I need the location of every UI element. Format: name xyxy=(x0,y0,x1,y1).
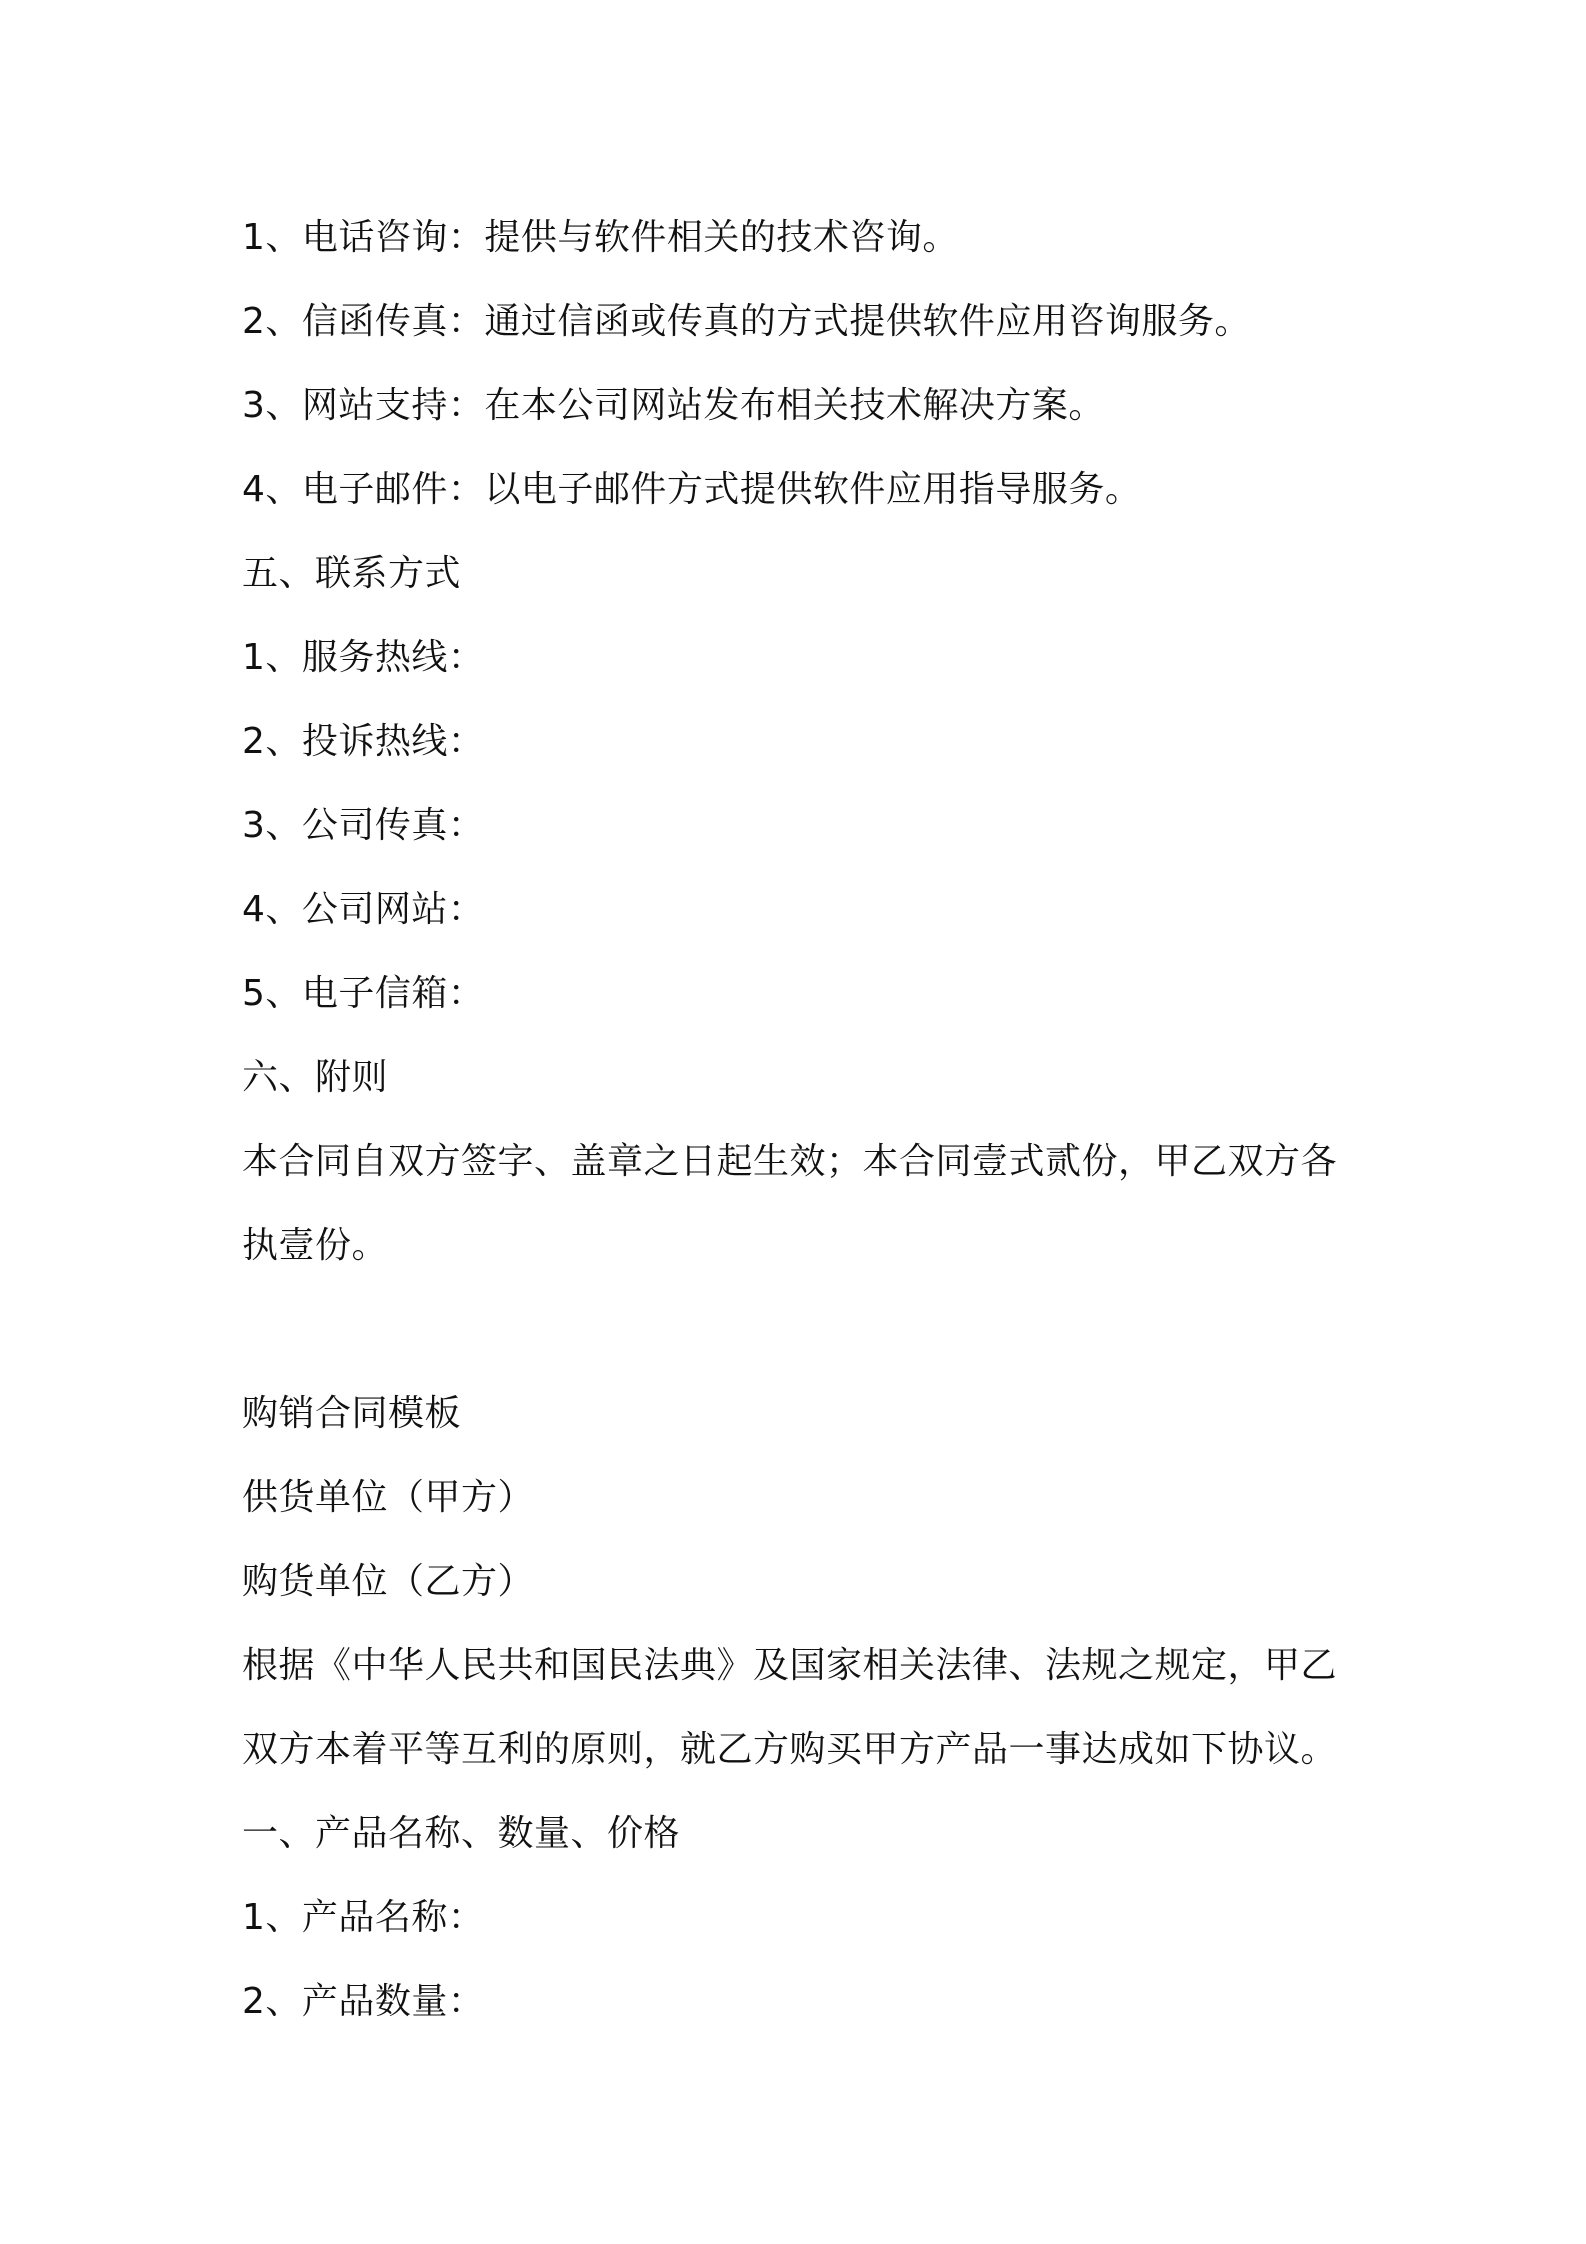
party-b-label: 购货单位（乙方） xyxy=(242,1561,535,1602)
section-spacer xyxy=(242,1288,1362,1372)
purchase-contract-title: 购销合同模板 xyxy=(242,1393,462,1434)
appendix-heading: 六、附则 xyxy=(242,1057,389,1098)
section1-heading: 一、产品名称、数量、价格 xyxy=(242,1813,681,1854)
section1-item-product-name: 1、产品名称： xyxy=(242,1897,485,1938)
support-item-email: 4、电子邮件：以电子邮件方式提供软件应用指导服务。 xyxy=(242,469,1142,510)
document-body xyxy=(242,196,1362,2044)
support-item-fax: 2、信函传真：通过信函或传真的方式提供软件应用咨询服务。 xyxy=(242,301,1251,342)
section1-item-product-quantity: 2、产品数量： xyxy=(242,1981,485,2022)
support-item-phone: 1、电话咨询：提供与软件相关的技术咨询。 xyxy=(242,217,959,258)
contact-item-email: 5、电子信箱： xyxy=(242,973,485,1014)
contact-heading: 五、联系方式 xyxy=(242,553,462,594)
contact-item-service-hotline: 1、服务热线： xyxy=(242,637,485,678)
appendix-paragraph-line-2: 执壹份。 xyxy=(242,1225,389,1266)
preamble-line-1: 根据《中华人民共和国民法典》及国家相关法律、法规之规定，甲乙 xyxy=(242,1645,1338,1686)
party-a-label: 供货单位（甲方） xyxy=(242,1477,535,1518)
contact-item-company-website: 4、公司网站： xyxy=(242,889,485,930)
support-item-website: 3、网站支持：在本公司网站发布相关技术解决方案。 xyxy=(242,385,1105,426)
contact-item-complaint-hotline: 2、投诉热线： xyxy=(242,721,485,762)
preamble-line-2: 双方本着平等互利的原则，就乙方购买甲方产品一事达成如下协议。 xyxy=(242,1729,1338,1770)
appendix-paragraph-line-1: 本合同自双方签字、盖章之日起生效；本合同壹式贰份，甲乙双方各 xyxy=(242,1141,1338,1182)
contact-item-company-fax: 3、公司传真： xyxy=(242,805,485,846)
